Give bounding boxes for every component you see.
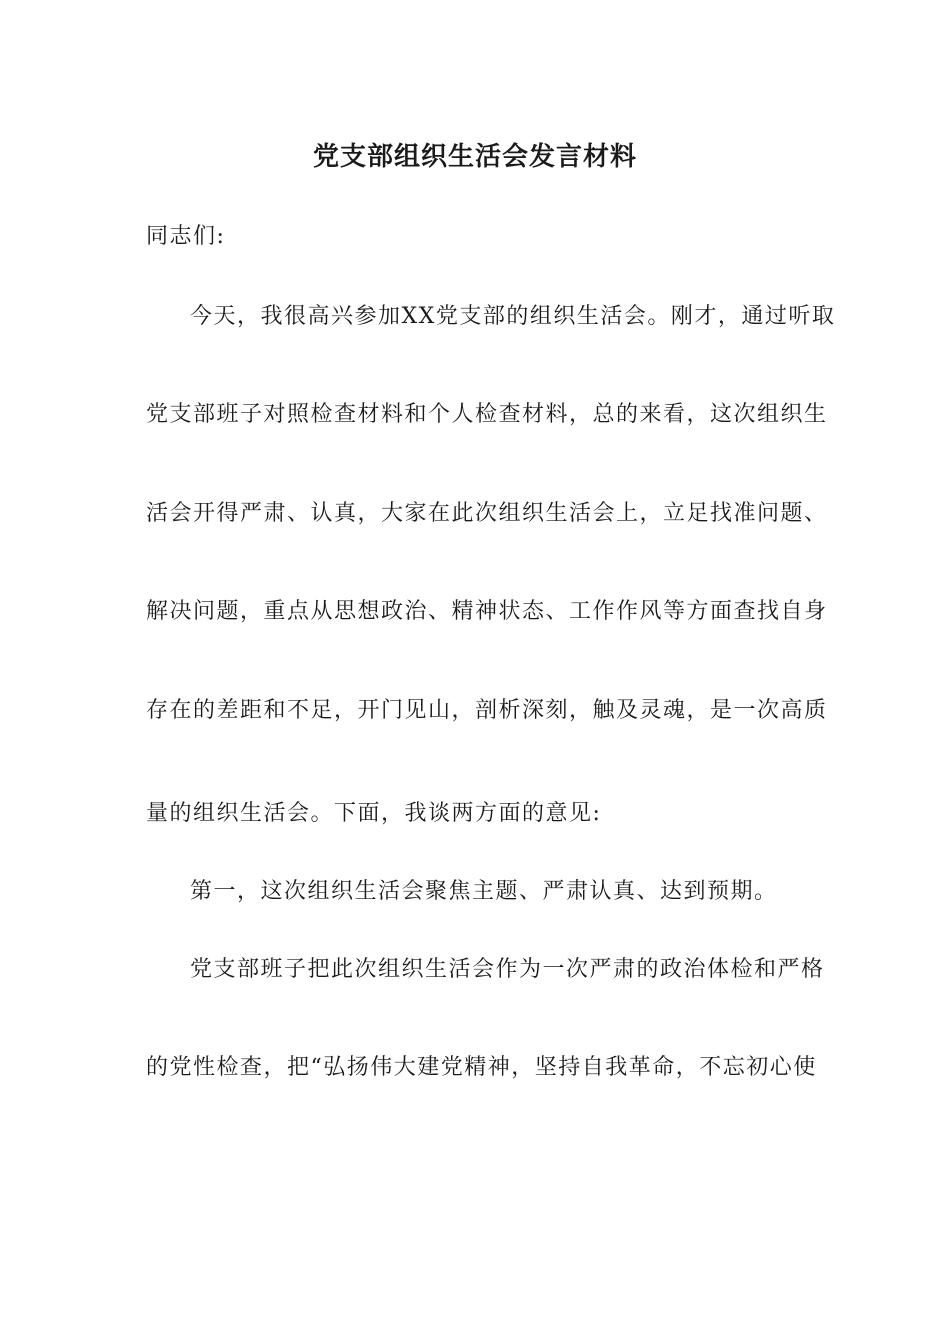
paragraph-line: 今天，我很高兴参加XX党支部的组织生活会。刚才，通过听取 [190, 304, 836, 329]
salutation: 同志们: [146, 224, 226, 249]
paragraph-line: 党支部班子把此次组织生活会作为一次严肃的政治体检和严格 [190, 957, 825, 982]
paragraph-line: 的党性检查，把“弘扬伟大建党精神，坚持自我革命，不忘初心使 [146, 1055, 817, 1080]
paragraph-line: 党支部班子对照检查材料和个人检查材料，总的来看，这次组织生 [146, 402, 828, 427]
document-title: 党支部组织生活会发言材料 [312, 142, 637, 172]
paragraph-line: 活会开得严肃、认真，大家在此次组织生活会上，立足找准问题、 [146, 501, 828, 526]
paragraph-line: 解决问题，重点从思想政治、精神状态、工作作风等方面查找自身 [146, 599, 828, 624]
section-heading: 第一，这次组织生活会聚焦主题、严肃认真、达到预期。 [190, 879, 778, 904]
paragraph-line: 存在的差距和不足，开门见山，剖析深刻，触及灵魂，是一次高质 [146, 698, 828, 723]
paragraph-line: 量的组织生活会。下面，我谈两方面的意见: [146, 801, 602, 826]
